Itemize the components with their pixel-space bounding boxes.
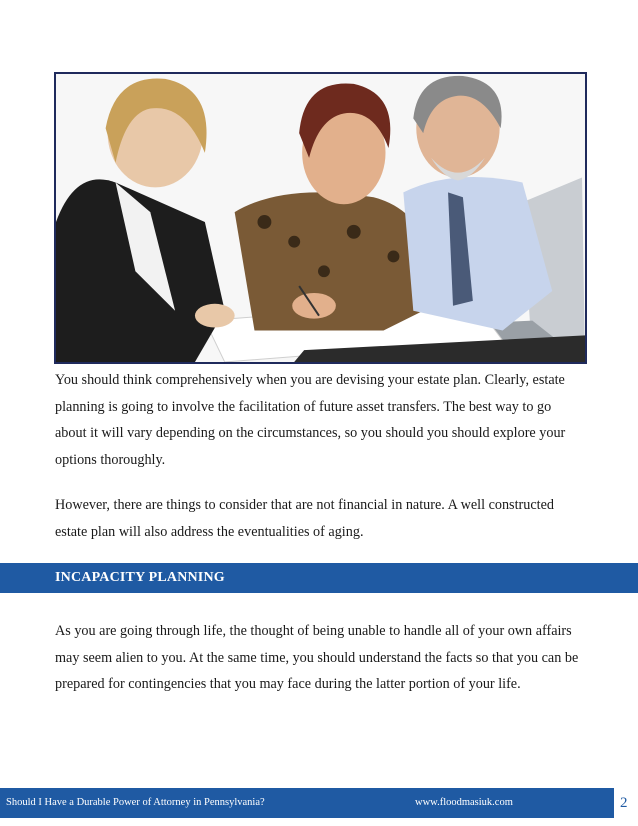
page-number: 2: [620, 795, 628, 811]
intro-paragraph: You should think comprehensively when you are devising your estate plan. Clearly, estate planning is going to involve the facilitation of future asset transfers. The best way to go about it will vary depending on the circumstances, so you should you should explore your options thoroughly.: [55, 372, 566, 468]
aging-paragraph: However, there are things to consider that are not financial in nature. A well constructed estate plan will also address the eventualities of aging.: [55, 497, 554, 540]
consultation-illustration: [56, 74, 585, 362]
section-heading-band: [0, 563, 638, 593]
section-heading: INCAPACITY PLANNING: [55, 570, 225, 585]
footer-website: www.floodmasiuk.com: [415, 797, 513, 808]
hero-photo: [54, 72, 587, 364]
footer-bar: [0, 788, 614, 818]
footer-title: Should I Have a Durable Power of Attorney in Pennsylvania?: [6, 797, 265, 808]
incapacity-paragraph: As you are going through life, the thought of being unable to handle all of your own affairs may seem alien to you. At the same time, you should understand the facts so that you can be prepared for contingencies that you may face during the latter portion of your life.: [55, 623, 579, 692]
